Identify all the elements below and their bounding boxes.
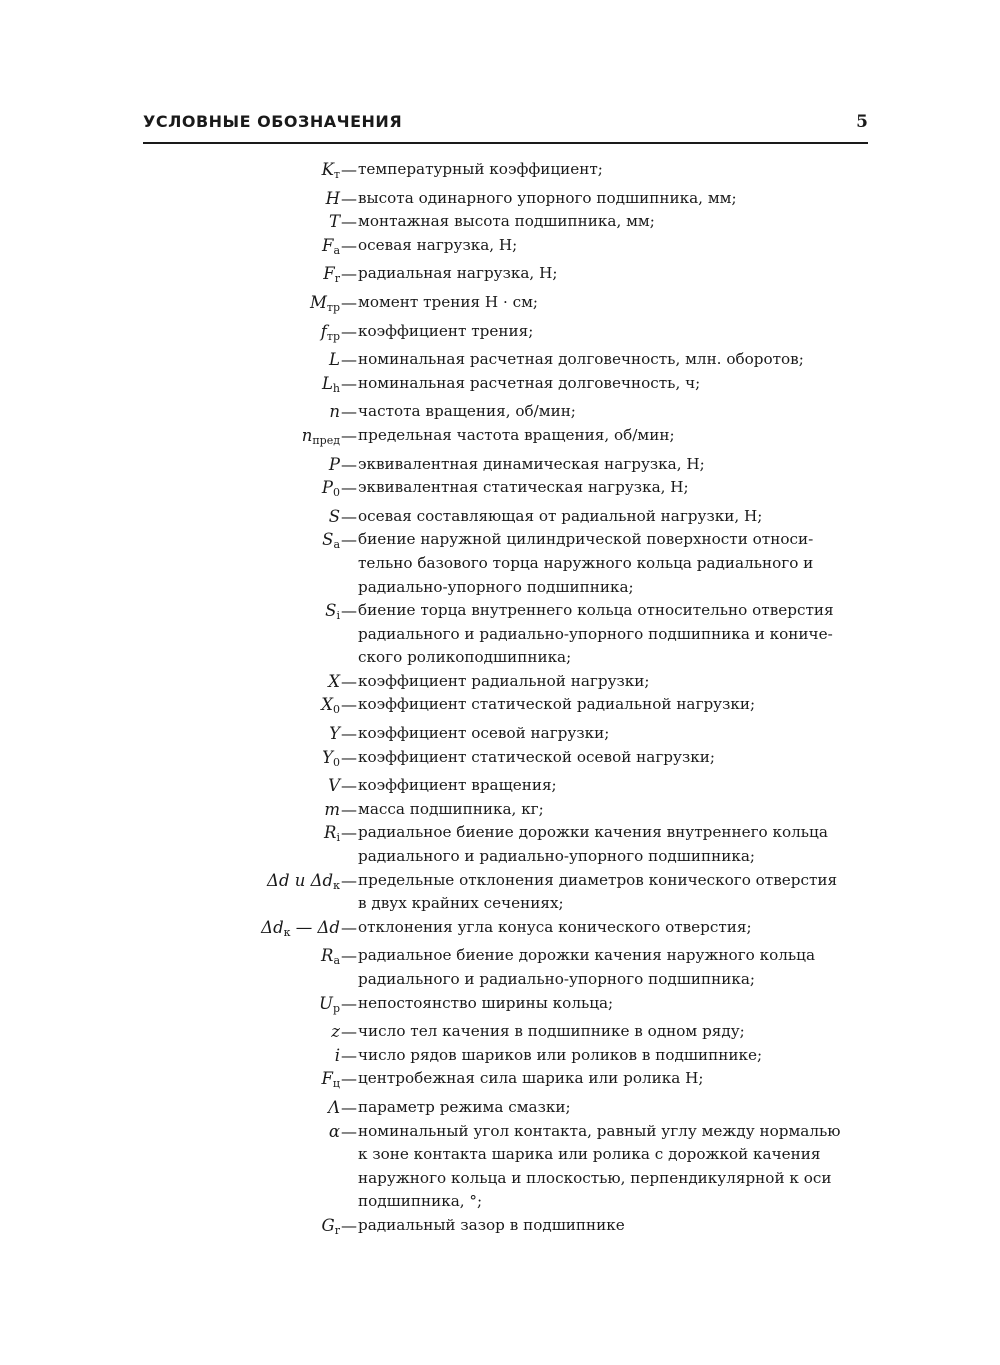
symbol-subscript: ц: [332, 1077, 340, 1091]
symbol-subscript: 0: [333, 486, 340, 500]
definition-symbol: [0, 1067, 340, 1096]
symbol-letter: X: [328, 671, 340, 691]
definition-text-line: радиального и радиально-упорного подшипника;: [358, 847, 755, 866]
definition-symbol: [0, 158, 340, 187]
definition-item: [0, 505, 1000, 529]
definition-symbol: [0, 348, 340, 372]
definition-text: радиальная нагрузка, Н;: [358, 264, 558, 283]
definition-text-line: подшипника, °;: [358, 1192, 483, 1211]
definition-dash: —: [341, 917, 357, 937]
definition-symbol: [0, 372, 340, 401]
definition-dash: —: [341, 1045, 357, 1065]
symbol-letter: U: [319, 993, 333, 1013]
symbol-letter: F: [323, 264, 335, 284]
symbol-subscript: r: [334, 1223, 340, 1237]
symbol-subscript: к: [333, 878, 340, 892]
definition-dash: —: [341, 1121, 357, 1141]
definition-item: [0, 400, 1000, 424]
definition-symbol: [0, 944, 340, 973]
definition-item: [0, 693, 1000, 722]
definition-symbol: [0, 869, 340, 898]
definition-text: коэффициент радиальной нагрузки;: [358, 671, 650, 690]
definition-symbol: [0, 1214, 340, 1243]
symbol-subscript: h: [332, 381, 340, 395]
definition-text: предельная частота вращения, об/мин;: [358, 425, 675, 444]
definition-item: [0, 234, 1000, 263]
definition-dash: —: [341, 1069, 357, 1089]
definition-symbol: [0, 453, 340, 477]
definition-dash: —: [341, 1022, 357, 1042]
symbol-subscript: 0: [333, 755, 340, 769]
definition-symbol: [0, 262, 340, 291]
symbol-subscript: 0: [333, 703, 340, 717]
definition-text-line: к зоне контакта шарика или ролика с дорожкой качения: [358, 1145, 821, 1164]
symbol-subscript: r: [334, 272, 340, 286]
definition-item: [0, 869, 1000, 916]
running-title: УСЛОВНЫЕ ОБОЗНАЧЕНИЯ: [143, 112, 403, 131]
definition-text: осевая составляющая от радиальной нагрузки, Н;: [358, 506, 763, 525]
definition-item: [0, 1096, 1000, 1120]
symbol-letter: G: [321, 1215, 335, 1235]
symbol-subscript: тр: [326, 329, 340, 343]
definition-symbol: [0, 187, 340, 211]
definition-item: [0, 210, 1000, 234]
definition-item: [0, 453, 1000, 477]
definition-dash: —: [341, 695, 357, 715]
definition-item: [0, 746, 1000, 775]
definition-dash: —: [341, 601, 357, 621]
definition-text-line: радиально-упорного подшипника;: [358, 577, 634, 596]
symbol-letter: n: [329, 402, 340, 422]
definition-text-line: радиального и радиально-упорного подшипника;: [358, 970, 755, 988]
symbol-letter: K: [321, 160, 334, 179]
definition-symbol: [0, 1020, 340, 1044]
symbol-letter: Y: [329, 724, 340, 744]
definition-item: [0, 528, 1000, 599]
definition-text: отклонения угла конуса конического отверстия;: [358, 917, 752, 936]
definition-symbol: [0, 774, 340, 798]
definition-text-line: в двух крайних сечениях;: [358, 894, 564, 913]
definition-text: номинальная расчетная долговечность, млн. оборотов;: [358, 350, 804, 369]
symbol-tail: — Δd: [290, 917, 340, 937]
definition-item: [0, 262, 1000, 291]
definition-dash: —: [341, 799, 357, 819]
definition-item: [0, 774, 1000, 798]
symbol-letter: f: [320, 321, 327, 341]
definition-text: коэффициент трения;: [358, 321, 534, 340]
definition-symbol: [0, 1096, 340, 1120]
symbol-subscript: т: [333, 168, 340, 181]
definition-text-line: радиальное биение дорожки качения внутреннего кольца: [358, 823, 828, 842]
symbol-letter: S: [325, 601, 337, 621]
definition-symbol: [0, 916, 340, 945]
definition-symbol: [0, 320, 340, 349]
symbol-letter: Δd: [261, 917, 284, 937]
definition-symbol: [0, 798, 340, 822]
definition-symbol: [0, 821, 340, 850]
definition-item: [0, 291, 1000, 320]
definition-item: [0, 476, 1000, 505]
symbol-subscript: a: [333, 243, 340, 257]
definition-dash: —: [341, 823, 357, 843]
definition-item: [0, 670, 1000, 694]
definition-text: высота одинарного упорного подшипника, мм;: [358, 188, 737, 207]
definition-symbol: [0, 670, 340, 694]
definition-text: [358, 821, 866, 868]
symbol-letter: F: [321, 235, 334, 255]
definition-item: [0, 424, 1000, 453]
definition-text-line: наружного кольца и плоскостью, перпендикулярной к оси: [358, 1168, 832, 1187]
definition-symbol: [0, 234, 340, 263]
symbol-letter: F: [321, 1069, 333, 1089]
definition-text-line: биение наружной цилиндрической поверхности относи-: [358, 530, 814, 549]
definition-symbol: [0, 746, 340, 775]
definition-dash: —: [341, 506, 357, 526]
definition-text: [358, 1120, 866, 1214]
symbol-subscript: i: [336, 831, 340, 845]
definition-text: эквивалентная статическая нагрузка, Н;: [358, 478, 689, 497]
definition-dash: —: [341, 454, 357, 474]
definition-symbol: [0, 693, 340, 722]
definition-item: [0, 187, 1000, 211]
symbol-letter: Y: [322, 747, 333, 767]
definition-symbol: [0, 722, 340, 746]
definition-item: [0, 916, 1000, 945]
definition-text: радиальный зазор в подшипнике: [358, 1215, 625, 1234]
symbol-letter: P: [321, 478, 333, 498]
definition-text: частота вращения, об/мин;: [358, 402, 576, 421]
symbol-letter: H: [325, 188, 340, 208]
definition-dash: —: [341, 188, 357, 208]
symbol-subscript: i: [336, 609, 340, 623]
definition-dash: —: [341, 402, 357, 422]
page-number: 5: [856, 112, 868, 132]
symbol-letter: M: [309, 292, 327, 312]
definition-text: [358, 528, 866, 599]
symbol-subscript: к: [283, 925, 291, 939]
definition-dash: —: [341, 292, 357, 312]
symbol-letter: L: [329, 350, 340, 370]
definition-symbol: [0, 599, 340, 628]
definition-text-line: номинальный угол контакта, равный углу между нормалью: [358, 1121, 841, 1140]
symbol-subscript: тр: [326, 300, 340, 314]
definition-item: [0, 320, 1000, 349]
symbol-letter: L: [321, 373, 333, 393]
definitions-list: [0, 158, 1000, 1243]
definition-dash: —: [341, 321, 357, 341]
definition-dash: —: [341, 350, 357, 370]
definition-text: коэффициент вращения;: [358, 776, 557, 795]
definition-text: эквивалентная динамическая нагрузка, Н;: [358, 454, 705, 473]
definition-text-line: предельные отклонения диаметров конического отверстия: [358, 870, 838, 889]
definition-item: [0, 348, 1000, 372]
symbol-letter: z: [331, 1022, 340, 1042]
definition-text: непостоянство ширины кольца;: [358, 993, 614, 1012]
definition-text: коэффициент статической радиальной нагрузки;: [358, 695, 756, 714]
definition-text: число рядов шариков или роликов в подшипнике;: [358, 1045, 763, 1064]
symbol-letter: i: [334, 1045, 340, 1065]
definition-text-line: ского роликоподшипника;: [358, 648, 572, 667]
symbol-letter: R: [321, 946, 334, 966]
definition-text: параметр режима смазки;: [358, 1097, 571, 1116]
symbol-letter: n: [301, 425, 313, 445]
symbol-subscript: p: [332, 1001, 340, 1015]
definition-item: [0, 944, 1000, 991]
definition-item: [0, 992, 1000, 1021]
definition-text: коэффициент статической осевой нагрузки;: [358, 747, 715, 766]
definition-text: число тел качения в подшипнике в одном ряду;: [358, 1022, 745, 1041]
symbol-letter: R: [324, 823, 337, 843]
symbol-subscript: пред: [312, 433, 340, 447]
definition-item: [0, 1044, 1000, 1068]
definition-dash: —: [341, 671, 357, 691]
definition-item: [0, 821, 1000, 868]
definition-dash: —: [341, 724, 357, 744]
definition-dash: —: [341, 870, 357, 890]
definition-text-line: радиальное биение дорожки качения наружного кольца: [358, 946, 815, 965]
symbol-letter: Λ: [328, 1097, 340, 1117]
definition-item: [0, 1214, 1000, 1243]
definition-text: масса подшипника, кг;: [358, 799, 544, 818]
definition-text-line: тельно базового торца наружного кольца радиального и: [358, 553, 814, 572]
definition-dash: —: [341, 1215, 357, 1235]
definition-text: номинальная расчетная долговечность, ч;: [358, 373, 701, 392]
symbol-letter: P: [328, 454, 340, 474]
definition-symbol: [0, 505, 340, 529]
definition-text: [358, 869, 866, 916]
definition-symbol: [0, 1044, 340, 1068]
definition-symbol: [0, 400, 340, 424]
definition-symbol: [0, 424, 340, 453]
definition-text: температурный коэффициент;: [358, 160, 603, 178]
definition-item: [0, 1020, 1000, 1044]
definition-dash: —: [341, 373, 357, 393]
definition-symbol: [0, 1120, 340, 1144]
definition-text: [358, 599, 866, 670]
definition-text: монтажная высота подшипника, мм;: [358, 212, 655, 231]
definition-dash: —: [341, 425, 357, 445]
symbol-letter: Δd и Δd: [267, 870, 334, 890]
definition-text: момент трения Н · см;: [358, 292, 539, 311]
definition-item: [0, 722, 1000, 746]
definition-dash: —: [341, 235, 357, 255]
page-header: [143, 112, 868, 142]
definition-text: осевая нагрузка, Н;: [358, 235, 518, 254]
symbol-letter: X: [321, 695, 333, 715]
symbol-letter: S: [322, 530, 334, 550]
symbol-subscript: a: [333, 954, 340, 968]
definition-dash: —: [341, 747, 357, 767]
definition-dash: —: [341, 946, 357, 966]
definition-text: центробежная сила шарика или ролика Н;: [358, 1069, 704, 1088]
definition-symbol: [0, 992, 340, 1021]
definition-text: коэффициент осевой нагрузки;: [358, 724, 610, 743]
definition-text: [358, 944, 866, 991]
definition-item: [0, 798, 1000, 822]
symbol-subscript: a: [333, 538, 340, 552]
symbol-letter: m: [324, 799, 340, 819]
symbol-letter: S: [328, 506, 340, 526]
definition-item: [0, 1067, 1000, 1096]
definition-item: [0, 372, 1000, 401]
definition-dash: —: [341, 160, 357, 179]
definition-symbol: [0, 291, 340, 320]
definition-dash: —: [341, 776, 357, 796]
definition-item: [0, 158, 1000, 187]
definition-dash: —: [341, 530, 357, 550]
symbol-letter: α: [328, 1121, 340, 1141]
definition-item: [0, 1120, 1000, 1214]
symbol-letter: V: [328, 776, 340, 796]
definition-dash: —: [341, 212, 357, 232]
definition-symbol: [0, 210, 340, 234]
definition-item: [0, 599, 1000, 670]
definition-dash: —: [341, 264, 357, 284]
definition-dash: —: [341, 478, 357, 498]
symbol-letter: T: [328, 212, 340, 232]
definition-dash: —: [341, 993, 357, 1013]
definition-symbol: [0, 476, 340, 505]
definition-text-line: радиального и радиально-упорного подшипника и кониче-: [358, 624, 833, 643]
definition-symbol: [0, 528, 340, 557]
definition-text-line: биение торца внутреннего кольца относительно отверстия: [358, 601, 834, 620]
definition-dash: —: [341, 1097, 357, 1117]
header-rule: [143, 142, 868, 144]
